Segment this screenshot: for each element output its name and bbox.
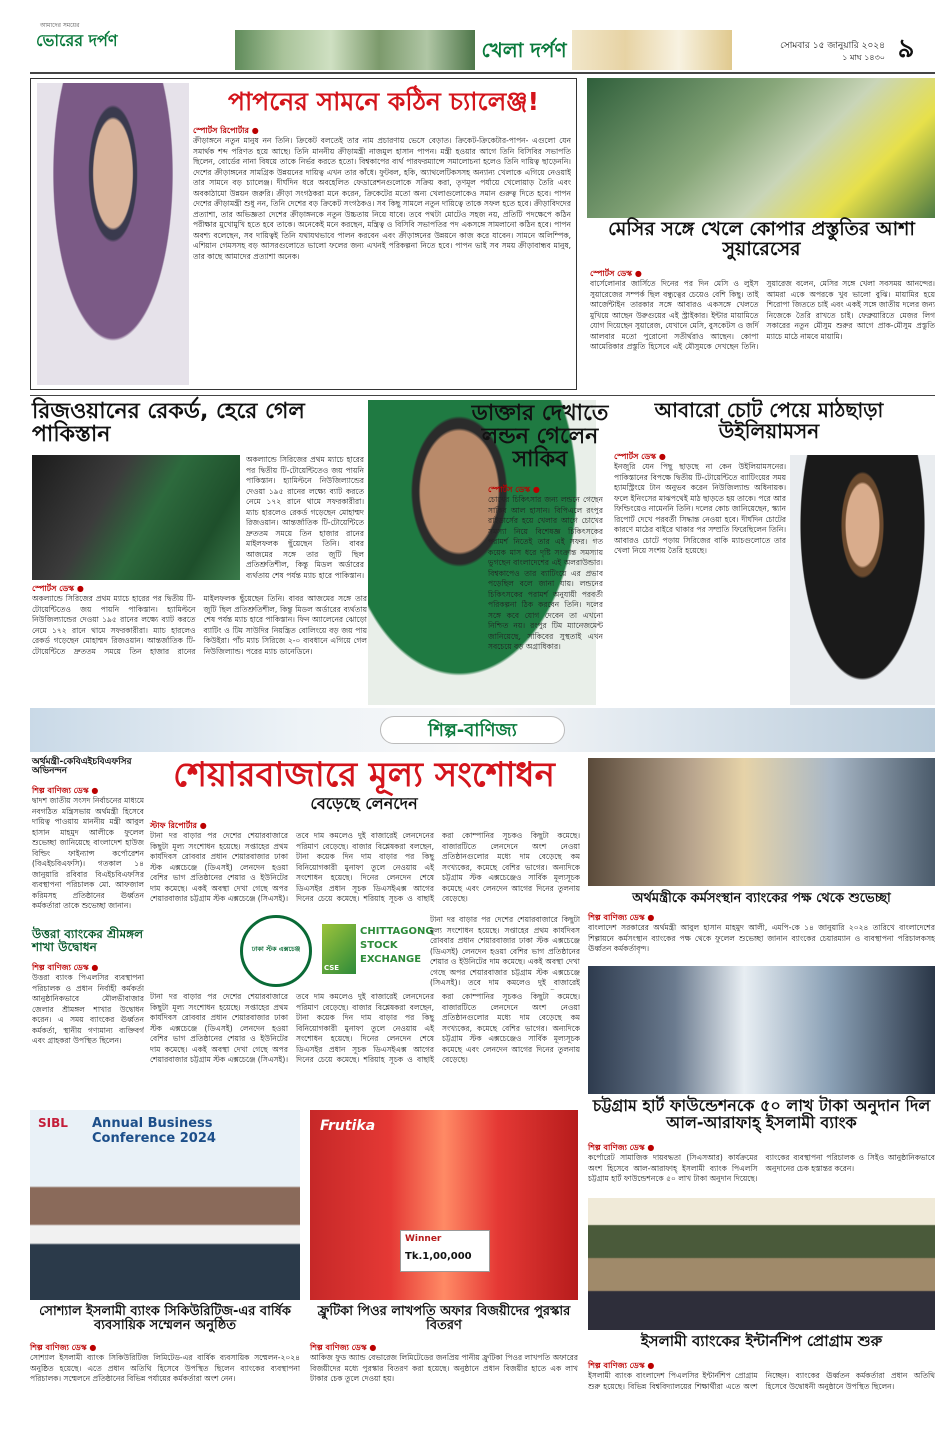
rizwan-byline: স্পোর্টস ডেস্ক ● (32, 584, 84, 593)
sharemarket-body-lower: টানা দর বাড়ার পর দেশের শেয়ারবাজারে কিছুটা মূল্য সংশোধন হয়েছে। সপ্তাহের প্রথম কার্যদিবস রোববার প্রধান শেয়ারবাজার ঢাকা স্টক এক্সচেঞ্জে (ডিএসই) লেনদেন হওয়া বেশির ভাগ প্রতিষ্ঠানের শেয়ার ও ইউনিটের দাম কমেছে। একই অবস্থা দেখা গেছে অপর শেয়ারবাজার চট্টগ্রাম স্টক এক্সচেঞ্জে (সিএসই)। তবে দাম কমলেও দুই বাজারেই লেনদেনের পরিমাণ বেড়েছে। বাজার বিশ্লেষকরা বলছেন, টানা কয়েক দিন দাম বাড়ার পর কিছু বিনিয়োগকারী মুনাফা তুলে নেওয়ায় এই সংশোধন হয়েছে। দিনের লেনদেন শেষে ডিএসইর প্রধান সূচক ডিএসইএক্স আগের দিনের চেয়ে কমেছে। শরিয়াহ সূচক ও বাছাই করা কোম্পানির সূচকও কিছুটা কমেছে। বাজারটিতে লেনদেনে অংশ নেওয়া প্রতিষ্ঠানগুলোর মধ্যে দাম বেড়েছে কম সংখ্যকের, কমেছে বেশির ভাগের। অন্যদিকে চট্টগ্রাম স্টক এক্সচেঞ্জেও সার্বিক মূল্যসূচক কমেছে এবং লেনদেন আগের দিনের তুলনায় বেড়েছে। (150, 992, 580, 1064)
sibl-body: সোশ্যাল ইসলামী ব্যাংক সিকিউরিটিজ লিমিটেড-এর বার্ষিক ব্যবসায়িক সম্মেলন-২০২৪ অনুষ্ঠিত হয়েছে। এতে প্রধান অতিথি হিসেবে উপস্থিত ছিলেন ব্যাংকের ব্যবস্থাপনা পরিচালক। সম্মেলনে প্রতিষ্ঠানের বিভিন্ন পর্যায়ের কর্মকর্তারা অংশ নেন। (30, 1353, 300, 1383)
dse-logo (240, 915, 312, 987)
cse-line1: CHITTAGONG (360, 926, 434, 937)
sharemarket-body-side: টানা দর বাড়ার পর দেশের শেয়ারবাজারে কিছুটা মূল্য সংশোধন হয়েছে। সপ্তাহের প্রথম কার্যদিবস রোববার প্রধান শেয়ারবাজার ঢাকা স্টক এক্সচেঞ্জে (ডিএসই) লেনদেন হওয়া বেশির ভাগ প্রতিষ্ঠানের শেয়ার ও ইউনিটের দাম কমেছে। একই অবস্থা দেখা গেছে অপর শেয়ারবাজার চট্টগ্রাম স্টক এক্সচেঞ্জে (সিএসই)। তবে দাম কমলেও দুই বাজারেই (430, 915, 580, 987)
karmasangsthan-headline: অর্থমন্ত্রীকে কর্মসংস্থান ব্যাংকের পক্ষ থেকে শুভেচ্ছা (632, 891, 891, 906)
frutika-byline: শিল্প বাণিজ্য ডেস্ক ● (310, 1343, 377, 1352)
islamibank-photo (588, 1198, 935, 1330)
frutika-headline: ফ্রুটিকা পিওর লাখপতি অফার বিজয়ীদের পুরস্কার বিতরণ (317, 1304, 571, 1333)
uttara-byline: শিল্প বাণিজ্য ডেস্ক ● (32, 963, 99, 972)
masthead-divider (30, 72, 935, 74)
suarez-photo (587, 78, 935, 218)
papon-photo (37, 83, 189, 385)
uttara-body: উত্তরা ব্যাংক পিএলসির ব্যবস্থাপনা পরিচালক ও প্রধান নির্বাহী কর্মকর্তা আনুষ্ঠানিকভাবে মৌলভীবাজার জেলার শ্রীমঙ্গল শাখার উদ্বোধন করেন। এ সময় ব্যাংকের ঊর্ধ্বতন কর্মকর্তা, স্থানীয় গণ্যমান্য ব্যক্তিবর্গ এবং গ্রাহকরা উপস্থিত ছিলেন। (32, 973, 144, 1045)
williamson-photo (790, 455, 935, 705)
frutika-brand: Frutika (320, 1118, 376, 1134)
frutika-photo (310, 1110, 578, 1300)
frutika-body: আকিজ ফুড অ্যান্ড বেভারেজ লিমিটেডের জনপ্রিয় পানীয় ফ্রুটিকা পিওর লাখপতি অফারের বিজয়ীদের মধ্যে পুরস্কার বিতরণ করা হয়েছে। অনুষ্ঠানে প্রধান বিজয়ীর হাতে এক লাখ টাকার চেক তুলে দেওয়া হয়। (310, 1353, 578, 1383)
date-label: সোমবার ১৫ জানুয়ারি ২০২৪ (780, 41, 885, 51)
karmasangsthan-photo (588, 758, 935, 886)
masthead-sports-icons (572, 30, 732, 70)
suarez-byline: স্পোর্টস ডেস্ক ● (590, 269, 642, 278)
suarez-body: বার্সেলোনার জার্সিতে দিনের পর দিন মেসি ও লুইস সুয়ারেজের সম্পর্ক ছিল বন্ধুত্বের চেয়েও বেশি কিছু। তাই আর্জেন্টাইন তারকার সঙ্গে আবারও একসঙ্গে খেলতে মুখিয়ে আছেন উরুগুয়ের এই স্ট্রাইকার। ইন্টার মায়ামিতে যোগ দিয়েছেন সুয়ারেজ, যেখানে মেসি, বুসকেটস ও জর্দি আলবার মতো পুরোনো সতীর্থরাও আছেন। কোপা আমেরিকার প্রস্তুতি হিসেবে এই মৌসুমকে দেখছেন তিনি। সুয়ারেজ বলেন, মেসির সঙ্গে খেলা সবসময় আনন্দের। আমরা একে অপরকে খুব ভালো বুঝি। মায়ামির হয়ে শিরোপা জিততে চাই এবং একই সঙ্গে জাতীয় দলের জন্য নিজেকে তৈরি রাখতে চাই। ফেব্রুয়ারিতে মেজর লিগ সকারের নতুন মৌসুম শুরুর আগে প্রাক-মৌসুম প্রস্তুতি ম্যাচে মাঠে নামবে মায়ামি। (590, 279, 935, 351)
williamson-headline: আবারো চোট পেয়ে মাঠছাড়া উইলিয়ামসন (654, 398, 884, 443)
sibl-photo (30, 1110, 300, 1300)
rizwan-body-top: অকল্যান্ডে সিরিজের প্রথম ম্যাচে হারের পর দ্বিতীয় টি-টোয়েন্টিতেও জয় পায়নি পাকিস্তান। হ্যামিল্টনে নিউজিল্যান্ডের দেওয়া ১৯৫ রানের লক্ষ্যে ব্যাট করতে নেমে ১৭২ রানে থামে সফরকারীরা। ম্যাচ হারলেও রেকর্ড গড়েছেন মোহাম্মদ রিজওয়ান। আন্তর্জাতিক টি-টোয়েন্টিতে দ্রুততম সময়ে তিন হাজার রানের মাইলফলক ছুঁয়েছেন তিনি। বাবর আজমের সঙ্গে তার জুটি ছিল প্রতিশ্রুতিশীল, কিন্তু মিডল অর্ডারের ব্যর্থতায় শেষ পর্যন্ত ম্যাচ হারে পাকিস্তান। (246, 455, 364, 580)
alarafah-byline: শিল্প বাণিজ্য ডেস্ক ● (588, 1143, 655, 1152)
paper-logo: ভোরের দর্পণ (36, 31, 118, 50)
shakib-body: চোখের চিকিৎসার জন্য লন্ডনে গেছেন সাকিব আল হাসান। বিপিএলে রংপুর রাইডার্সের হয়ে খেলার আগে চোখের সমস্যা নিয়ে বিশেষজ্ঞ চিকিৎসকের পরামর্শ নিতেই তার এই সফর। গত কয়েক মাস ধরে দৃষ্টি সংক্রান্ত সমস্যায় ভুগছেন বাংলাদেশের এই অলরাউন্ডার। বিশ্বকাপেও তার ব্যাটিংয়ে এর প্রভাব পড়েছিল বলে জানা যায়। লন্ডনের চিকিৎসকের পরামর্শ অনুযায়ী পরবর্তী পরিকল্পনা ঠিক করবেন তিনি। দলের সঙ্গে কবে যোগ দেবেন তা এখনো নিশ্চিত নয়। রংপুর টিম ম্যানেজমেন্ট জানিয়েছে, সাকিবের সুস্থতাই এখন সবচেয়ে বড় অগ্রাধিকার। (488, 495, 603, 651)
sharemarket-byline: স্টাফ রিপোর্টার ● (150, 821, 207, 830)
dse-logo-text: ঢাকা স্টক এক্সচেঞ্জ (251, 945, 301, 953)
page-number: ৯ (897, 34, 915, 64)
frutika-prize: Tk.1,00,000 (405, 1251, 472, 1262)
williamson-byline: স্পোর্টস ডেস্ক ● (614, 452, 666, 461)
divider-row1 (30, 395, 935, 396)
islamibank-headline: ইসলামী ব্যাংকের ইন্টার্নশিপ প্রোগ্রাম শুরু (640, 1332, 883, 1350)
islamibank-body: ইসলামী ব্যাংক বাংলাদেশ পিএলসির ইন্টার্নশিপ প্রোগ্রাম শুরু হয়েছে। বিভিন্ন বিশ্ববিদ্যালয়ের শিক্ষার্থীরা এতে অংশ নিচ্ছেন। ব্যাংকের ঊর্ধ্বতন কর্মকর্তারা প্রধান অতিথি হিসেবে উদ্বোধনী অনুষ্ঠানে উপস্থিত ছিলেন। (588, 1371, 935, 1391)
cse-abbr: CSE (324, 964, 340, 972)
frutika-cheque (400, 1230, 490, 1272)
frutika-winner: Winner (405, 1234, 442, 1244)
date-bangla: ১ মাঘ ১৪৩০ (842, 53, 885, 62)
sharemarket-body: টানা দর বাড়ার পর দেশের শেয়ারবাজারে কিছুটা মূল্য সংশোধন হয়েছে। সপ্তাহের প্রথম কার্যদিবস রোববার প্রধান শেয়ারবাজার ঢাকা স্টক এক্সচেঞ্জে (ডিএসই) লেনদেন হওয়া বেশির ভাগ প্রতিষ্ঠানের শেয়ার ও ইউনিটের দাম কমেছে। একই অবস্থা দেখা গেছে অপর শেয়ারবাজার চট্টগ্রাম স্টক এক্সচেঞ্জে (সিএসই)। তবে দাম কমলেও দুই বাজারেই লেনদেনের পরিমাণ বেড়েছে। বাজার বিশ্লেষকরা বলছেন, টানা কয়েক দিন দাম বাড়ার পর কিছু বিনিয়োগকারী মুনাফা তুলে নেওয়ায় এই সংশোধন হয়েছে। দিনের লেনদেন শেষে ডিএসইর প্রধান সূচক ডিএসইএক্স আগের দিনের চেয়ে কমেছে। শরিয়াহ সূচক ও বাছাই করা কোম্পানির সূচকও কিছুটা কমেছে। বাজারটিতে লেনদেনে অংশ নেওয়া প্রতিষ্ঠানগুলোর মধ্যে দাম বেড়েছে কম সংখ্যকের, কমেছে বেশির ভাগের। অন্যদিকে চট্টগ্রাম স্টক এক্সচেঞ্জেও সার্বিক মূল্যসূচক কমেছে এবং লেনদেন আগের দিনের তুলনায় বেড়েছে। (150, 831, 580, 903)
islamibank-byline: শিল্প বাণিজ্য ডেস্ক ● (588, 1361, 655, 1370)
papon-body: ক্রীড়াঙ্গনে নতুন মানুষ নন তিনি। ক্রিকেট বলতেই তার নাম প্রচারণায় ভেসে বেড়াত। ক্রিকেট-ক্রিকেটার-পাপন- এগুলো যেন সমার্থক শব্দ পরিণত হয়ে আছে। তিনি মাননীয় ক্রীড়ামন্ত্রী নাজমুল হাসান পাপন। মন্ত্রী হওয়ার আগে তিনি বিসিবির সভাপতি ছিলেন, বোর্ডের নানা বিষয়ে তাকে নির্ভর করতে হতো। বিশ্বকাপের ব্যর্থ পারফরম্যান্সে সমালোচনা হলেও তিনি দায়িত্ব ছাড়েননি। দেশের ক্রীড়াঙ্গনের সামগ্রিক উন্নয়নের দায়িত্ব এখন তার কাঁধে। ফুটবল, হকি, অ্যাথলেটিকসসহ অন্যান্য খেলাকে এগিয়ে নেওয়াই তার সামনে বড় চ্যালেঞ্জ। দীর্ঘদিন ধরে অবহেলিত ফেডারেশনগুলোকে সক্রিয় করা, তৃণমূল পর্যায়ে খেলোয়াড় তৈরি এবং অবকাঠামো উন্নয়ন জরুরি। ক্রীড়া সংগঠকরা মনে করেন, ক্রিকেটের মতো অন্য খেলাগুলোকেও সমান গুরুত্ব দিতে হবে। পাপন দেশের ক্রীড়ামন্ত্রী শুধু নন, তিনি দেশের বড় ক্রিকেট সংগঠকও। সব কিছু সামলে নতুন দায়িত্বে তাকে সফল হতে হবে। ক্রীড়াবিদদের প্রত্যাশা, তার অভিজ্ঞতা দেশের ক্রীড়াঙ্গনকে নতুন উচ্চতায় নিয়ে যাবে। তবে পথটা মোটেও সহজ নয়, প্রতিটি পদক্ষেপে কঠিন পরীক্ষার মুখোমুখি হতে হবে তাকে। অনেকেই মনে করছেন, মন্ত্রিত্ব ও বিসিবি সভাপতির পদ একসঙ্গে সামলানো কঠিন হবে। পাপন অবশ্য বলেছেন, সব দায়িত্বই তিনি যথাযথভাবে পালন করবেন এবং ক্রীড়াঙ্গনের উন্নয়নে কাজ করে যাবেন। সামনে অলিম্পিক, এশিয়ান গেমসসহ বড় আসরগুলোতে ভালো ফলের জন্য এখনই পরিকল্পনা নিতে হবে। পাপন ভাই সব সময় ক্রীড়াবান্ধব মানুষ, তার কাছে আমাদের প্রত্যাশা অনেক। (193, 136, 571, 261)
rizwan-body: অকল্যান্ডে সিরিজের প্রথম ম্যাচে হারের পর দ্বিতীয় টি-টোয়েন্টিতেও জয় পায়নি পাকিস্তান। হ্যামিল্টনে নিউজিল্যান্ডের দেওয়া ১৯৫ রানের লক্ষ্যে ব্যাট করতে নেমে ১৭২ রানে থামে সফরকারীরা। ম্যাচ হারলেও রেকর্ড গড়েছেন মোহাম্মদ রিজওয়ান। আন্তর্জাতিক টি-টোয়েন্টিতে দ্রুততম সময়ে তিন হাজার রানের মাইলফলক ছুঁয়েছেন তিনি। বাবর আজমের সঙ্গে তার জুটি ছিল প্রতিশ্রুতিশীল, কিন্তু মিডল অর্ডারের ব্যর্থতায় শেষ পর্যন্ত ম্যাচ হারে পাকিস্তান। ফিন অ্যালেনের ঝোড়ো ব্যাটিং ও টিম সাউদির নিয়ন্ত্রিত বোলিংয়ে বড় জয় পায় কিউইরা। পাঁচ ম্যাচ সিরিজে ২-০ ব্যবধানে এগিয়ে গেল নিউজিল্যান্ড। পরের ম্যাচ ডানেডিনে। (32, 594, 367, 656)
sibl-byline: শিল্প বাণিজ্য ডেস্ক ● (30, 1343, 97, 1352)
bhbfc-headline: অর্থমন্ত্রী-কেবিএইচবিএফসির অভিনন্দন (32, 757, 132, 777)
williamson-body: ইনজুরি যেন পিছু ছাড়ছে না কেন উইলিয়ামসনের। পাকিস্তানের বিপক্ষে দ্বিতীয় টি-টোয়েন্টিতে ব্যাটিংয়ের সময় হ্যামস্ট্রিংয়ে টান অনুভব করেন নিউজিল্যান্ড অধিনায়ক। ফলে ইনিংসের মাঝপথেই মাঠ ছাড়তে হয় তাকে। পরে আর ফিল্ডিংয়েও নামেননি তিনি। দলের কোচ জানিয়েছেন, স্ক্যান রিপোর্ট দেখে পরবর্তী সিদ্ধান্ত নেওয়া হবে। দীর্ঘদিন চোটের কারণে মাঠের বাইরে থাকার পর সম্প্রতি ফিরেছিলেন তিনি। আবারও চোটে পড়ায় সিরিজের বাকি ম্যাচগুলোতে তার খেলা নিয়ে সংশয় তৈরি হয়েছে। (614, 462, 786, 555)
bhbfc-byline: শিল্প বাণিজ্য ডেস্ক ● (32, 786, 99, 795)
commerce-banner-title: শিল্প-বাণিজ্য (380, 716, 565, 744)
cse-line3: EXCHANGE (360, 954, 422, 965)
shakib-headline: ডাক্তার দেখাতে লন্ডন গেলেন সাকিব (471, 401, 609, 473)
sibl-brand: SIBL (38, 1116, 68, 1130)
masthead-team-photo (235, 30, 475, 70)
shakib-byline: স্পোর্টস ডেস্ক ● (488, 485, 540, 494)
sibl-banner-title: Annual Business Conference 2024 (92, 1116, 216, 1146)
story-papon (30, 78, 577, 390)
alarafah-headline: চট্টগ্রাম হার্ট ফাউন্ডেশনকে ৫০ লাখ টাকা অনুদান দিল আল-আরাফাহ্ ইসলামী ব্যাংক (592, 1096, 931, 1132)
suarez-headline: মেসির সঙ্গে খেলে কোপার প্রস্তুতির আশা সুয়ারেসের (608, 218, 915, 260)
bhbfc-body: দ্বাদশ জাতীয় সংসদ নির্বাচনের মাধ্যমে নবগঠিত মন্ত্রিসভায় অর্থমন্ত্রী হিসেবে দায়িত্ব পাওয়ায় মাননীয় মন্ত্রী আবুল হাসান মাহমুদ আলীকে ফুলেল শুভেচ্ছা জানিয়েছে বাংলাদেশ হাউজ বিল্ডিং ফাইন্যান্স কর্পোরেশন (বিএইচবিএফসি)। গতকাল ১৪ জানুয়ারি রবিবার বিএইচবিএফসির ব্যবস্থাপনা পরিচালক মো. আফজাল করিমসহ প্রতিষ্ঠানের ঊর্ধ্বতন কর্মকর্তারা তাকে শুভেচ্ছা জানান। (32, 796, 144, 910)
rizwan-photo (32, 455, 240, 580)
papon-headline: পাপনের সামনে কঠিন চ্যালেঞ্জ! (228, 87, 539, 116)
section-title: খেলা দর্পণ (481, 38, 567, 62)
karmasangsthan-body: বাংলাদেশ সরকারের অর্থমন্ত্রী আবুল হাসান মাহমুদ আলী, এমপি-কে ১৪ জানুয়ারি ২০২৪ তারিখে বাংলাদেশের শিল্পায়নে কর্মসংস্থান ব্যাংকের পক্ষ থেকে ফুলেল শুভেচ্ছা জানান ব্যাংকের চেয়ারম্যান ও ব্যবস্থাপনা পরিচালকসহ ঊর্ধ্বতন কর্মকর্তাবৃন্দ। (588, 923, 935, 953)
karmasangsthan-byline: শিল্প বাণিজ্য ডেস্ক ● (588, 913, 655, 922)
alarafah-photo (588, 966, 935, 1094)
sharemarket-subhead: বেড়েছে লেনদেন (310, 794, 418, 813)
sibl-headline: সোশ্যাল ইসলামী ব্যাংক সিকিউরিটিজ-এর বার্ষিক ব্যবসায়িক সম্মেলন অনুষ্ঠিত (39, 1304, 291, 1333)
alarafah-body: কর্পোরেট সামাজিক দায়বদ্ধতা (সিএসআর) কার্যক্রমের অংশ হিসেবে আল-আরাফাহ্ ইসলামী ব্যাংক পিএলসি চট্টগ্রাম হার্ট ফাউন্ডেশনকে ৫০ লাখ টাকা অনুদান দিয়েছে। ব্যাংকের ব্যবস্থাপনা পরিচালক ও সিইও আনুষ্ঠানিকভাবে অনুদানের চেক হস্তান্তর করেন। (588, 1153, 935, 1183)
paper-small-label: আমাদের সময়ের (40, 22, 80, 29)
papon-byline: স্পোর্টস রিপোর্টার ● (193, 126, 259, 135)
uttara-headline: উত্তরা ব্যাংকের শ্রীমঙ্গল শাখা উদ্বোধন (32, 927, 144, 954)
cse-line2: STOCK (360, 940, 398, 951)
masthead (0, 0, 945, 70)
cse-logo (322, 920, 434, 984)
rizwan-headline: রিজওয়ানের রেকর্ড, হেরে গেল পাকিস্তান (32, 399, 305, 448)
sharemarket-headline: শেয়ারবাজারে মূল্য সংশোধন (173, 755, 555, 795)
